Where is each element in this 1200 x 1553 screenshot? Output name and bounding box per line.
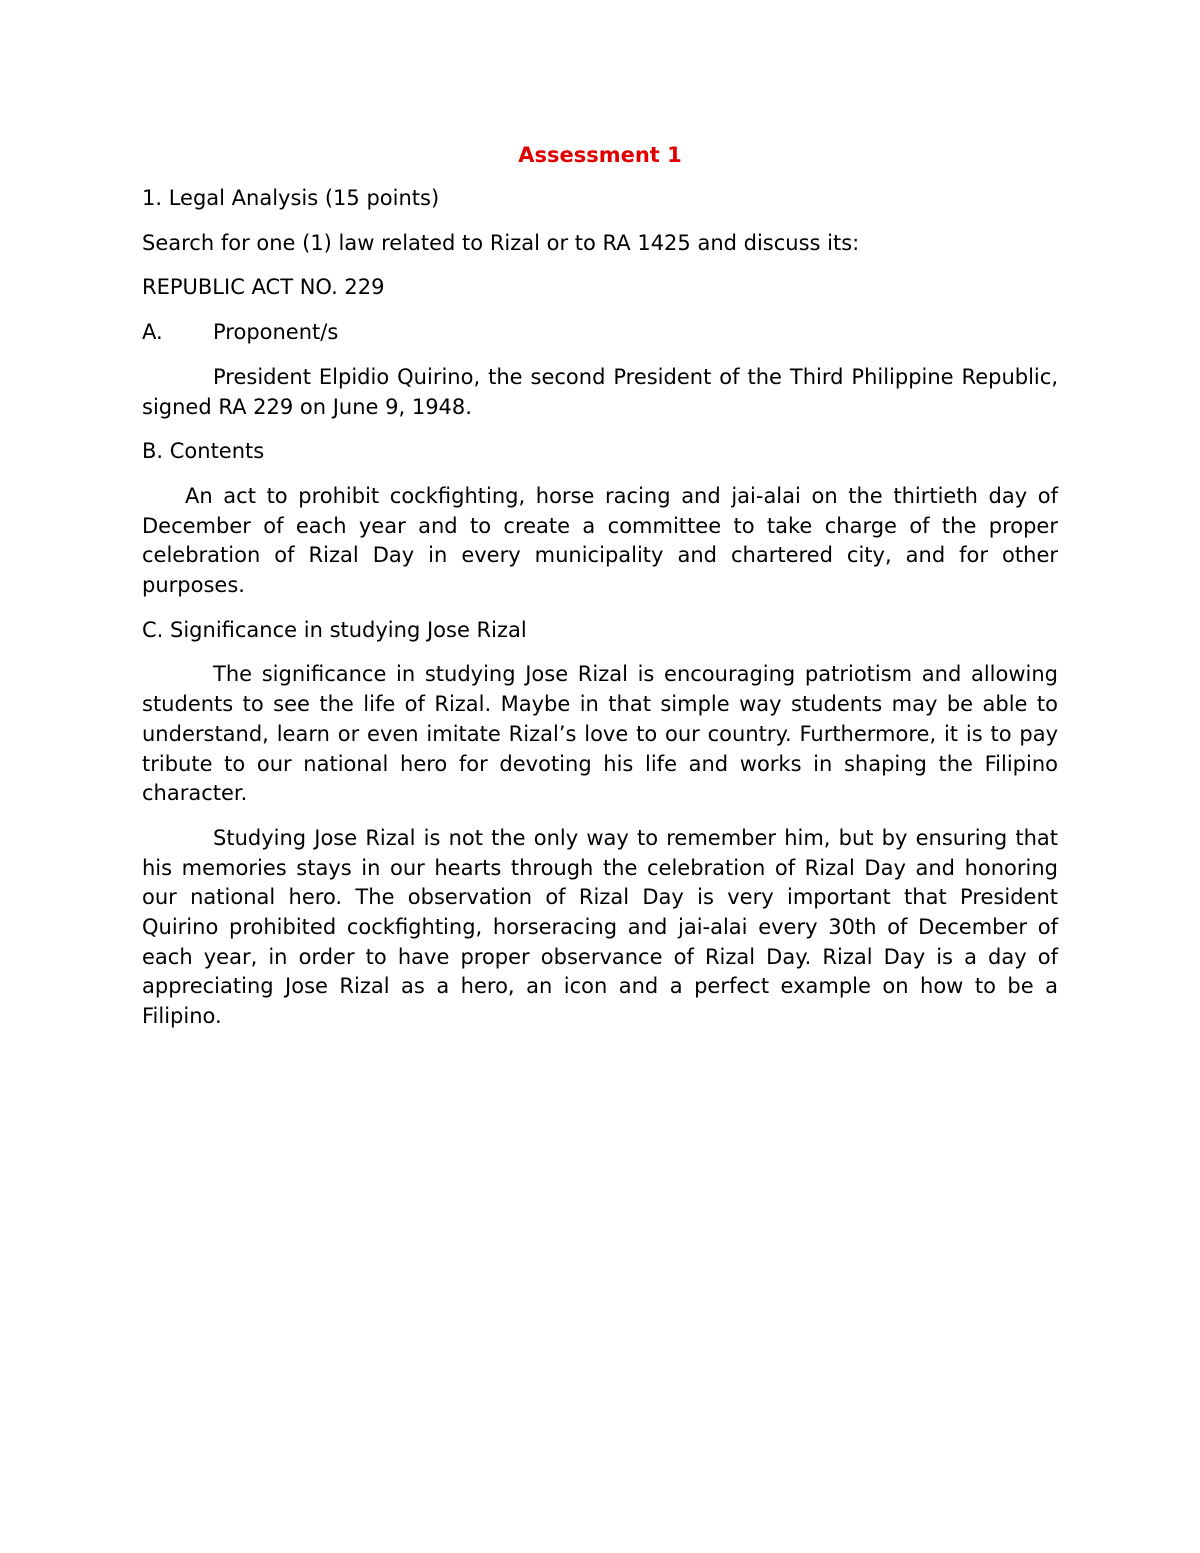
section-a-title: Proponent/s bbox=[213, 320, 339, 345]
instruction-text: Search for one (1) law related to Rizal or to RA 1425 and discuss its: bbox=[142, 230, 860, 255]
section-a-body: President Elpidio Quirino, the second President of the Third Philippine Republic, signed RA 229 on June 9, 1948. bbox=[142, 364, 1058, 419]
document-title: Assessment 1 bbox=[518, 143, 682, 167]
document-page bbox=[142, 140, 1058, 1047]
section-c-paragraph-1: The significance in studying Jose Rizal is encouraging patriotism and allowing students to see the life of Rizal. Maybe in that simple way students may be able to understand, learn or even imitate Rizal’s love to our country. Furthermore, it is to pay tribute to our national hero for devoting his life and works in shaping the Filipino character. bbox=[142, 662, 1058, 806]
section-b-heading: B. Contents bbox=[142, 439, 265, 464]
law-name: REPUBLIC ACT NO. 229 bbox=[142, 275, 385, 300]
section-c-heading: C. Significance in studying Jose Rizal bbox=[142, 617, 527, 642]
section-a-marker: A. bbox=[142, 320, 163, 345]
section-a-heading bbox=[142, 318, 1058, 348]
question-heading: 1. Legal Analysis (15 points) bbox=[142, 186, 440, 210]
section-b-body: An act to prohibit cockfighting, horse racing and jai-alai on the thirtieth day of December of each year and to create a committee to take charge of the proper celebration of Rizal Day in every municipality and chartered city, and for other purposes. bbox=[142, 483, 1058, 598]
section-c-paragraph-2: Studying Jose Rizal is not the only way to remember him, but by ensuring that his memories stays in our hearts through the celebration of Rizal Day and honoring our national hero. The observation of Rizal Day is very important that President Quirino prohibited cockfighting, horseracing and jai-alai every 30th of December of each year, in order to have proper observance of Rizal Day. Rizal Day is a day of appreciating Jose Rizal as a hero, an icon and a perfect example on how to be a Filipino. bbox=[142, 825, 1058, 1029]
